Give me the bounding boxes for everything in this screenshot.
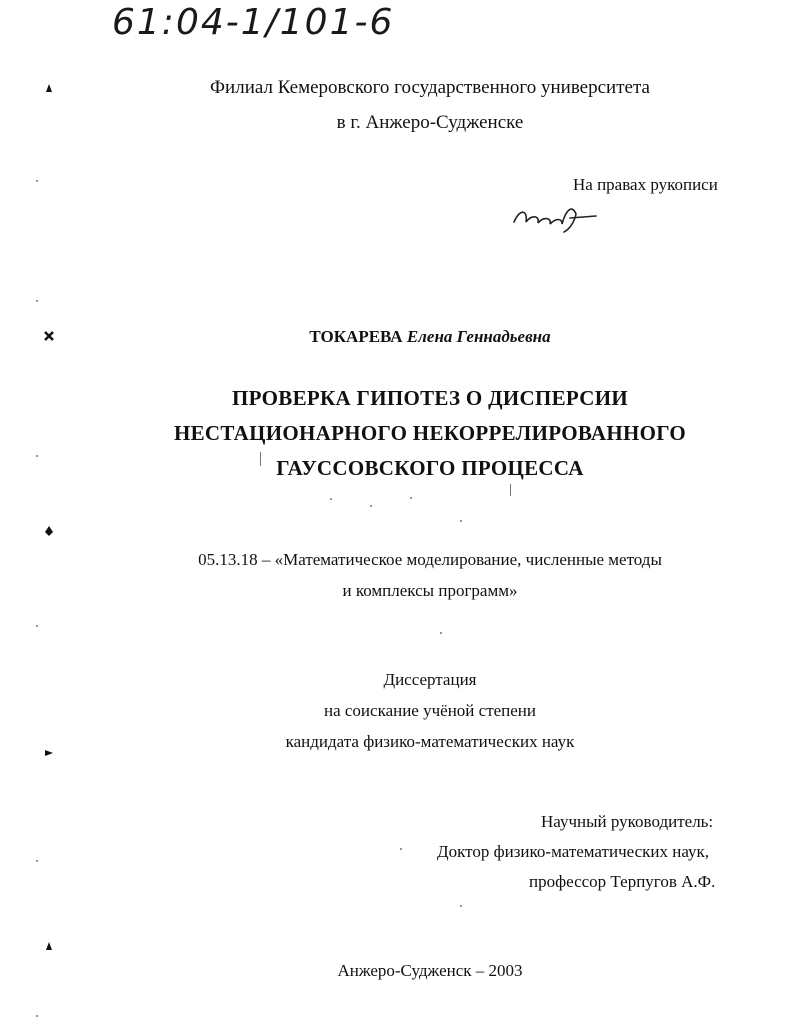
margin-mark-icon [44, 941, 54, 951]
dissertation-title-line-1: ПРОВЕРКА ГИПОТЕЗ О ДИСПЕРСИИ [231, 386, 629, 410]
author-given-names: Елена Геннадьевна [406, 327, 551, 346]
affiliation-line-2: в г. Анжеро-Судженске [336, 112, 524, 133]
dissertation-field-line: кандидата физико-математических наук [285, 732, 575, 751]
archive-shelfmark: 61:04-1/101-6 [112, 2, 395, 43]
supervisor-degree: Доктор физико-математических наук, [437, 842, 710, 861]
author-surname: ТОКАРЕВА [309, 327, 403, 346]
supervisor-label: Научный руководитель: [541, 812, 714, 831]
margin-mark-icon [44, 83, 54, 93]
supervisor-name: профессор Терпугов А.Ф. [529, 872, 716, 891]
dissertation-degree-line: на соискание учёной степени [323, 701, 537, 720]
affiliation-line-1: Филиал Кемеровского государственного университета [210, 77, 650, 98]
specialty-line-1: 05.13.18 – «Математическое моделирование, численные методы [198, 550, 662, 569]
city-year: Анжеро-Судженск – 2003 [337, 961, 523, 980]
author-name [200, 327, 660, 347]
margin-mark-icon [44, 748, 54, 758]
specialty-line-2: и комплексы программ» [342, 581, 518, 600]
dissertation-title-line-2: НЕСТАЦИОНАРНОГО НЕКОРРЕЛИРОВАННОГО [173, 421, 687, 445]
margin-mark-icon [44, 331, 54, 341]
dissertation-title-line-3: ГАУССОВСКОГО ПРОЦЕССА [276, 456, 584, 480]
signature [510, 196, 600, 236]
dissertation-label: Диссертация [383, 670, 477, 689]
margin-mark-icon [44, 526, 54, 536]
rights-note: На правах рукописи [573, 175, 718, 194]
